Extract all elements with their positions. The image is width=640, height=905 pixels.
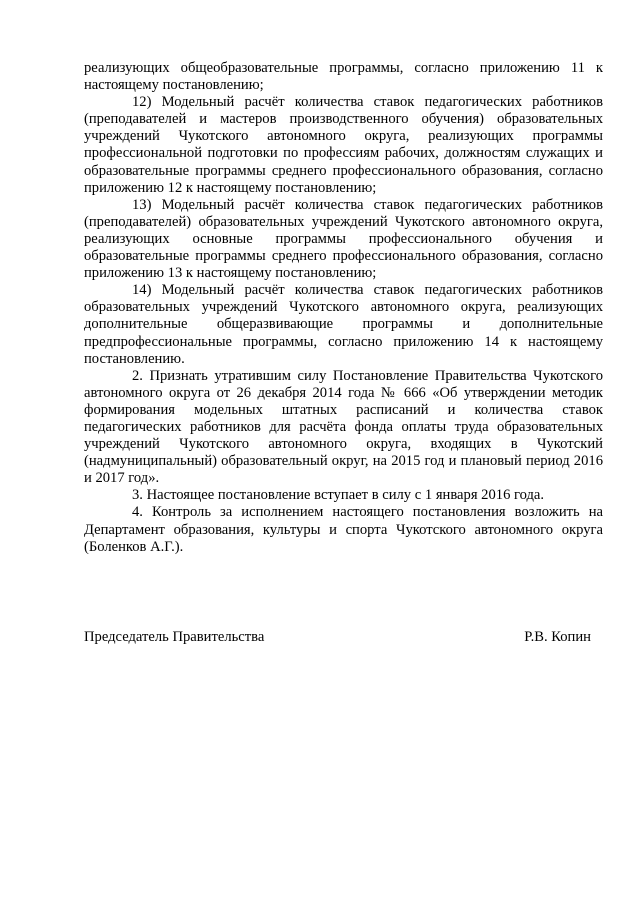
signature-block	[84, 629, 591, 646]
paragraph-item-14: 14) Модельный расчёт количества ставок педагогических работников образовательных учреждений Чукотского автономного округа, реализующих дополнительные общеразвивающие программы и дополнительные предпрофессиональные программы, согласно приложению 14 к настоящему постановлению.	[84, 282, 603, 367]
paragraph-clause-3: 3. Настоящее постановление вступает в силу с 1 января 2016 года.	[132, 487, 545, 504]
signature-name: Р.В. Копин	[524, 629, 591, 645]
document-body	[84, 60, 603, 556]
paragraph-item-13: 13) Модельный расчёт количества ставок педагогических работников (преподавателей) образовательных учреждений Чукотского автономного округа, реализующих основные программы профессионального обучения и образовательные программы среднего профессионального образования, согласно приложению 13 к настоящему постановлению;	[84, 196, 603, 282]
paragraph-item-12: 12) Модельный расчёт количества ставок педагогических работников (преподавателей и мастеров производственного обучения) образовательных учреждений Чукотского автономного округа, реализующих программы профессиональной подготовки по профессиям рабочих, должностям служащих и образовательные программы среднего профессионального образования, согласно приложению 12 к настоящему постановлению;	[84, 94, 603, 196]
paragraph-clause-4: 4. Контроль за исполнением настоящего постановления возложить на Департамент образования, культуры и спорта Чукотского автономного округа (Боленков А.Г.).	[84, 504, 603, 555]
paragraph-clause-2: 2. Признать утратившим силу Постановление Правительства Чукотского автономного округа от 26 декабря 2014 года № 666 «Об утверждении методик формирования модельных штатных расписаний и количества ставок педагогических работников для расчёта фонда оплаты труда образовательных учреждений Чукотского автономного округа, входящих в Чукотский (надмуниципальный) образовательный округ, на 2015 год и плановый период 2016 и 2017 год».	[84, 367, 603, 487]
paragraph-continuation: реализующих общеобразовательные программы, согласно приложению 11 к настоящему постановлению;	[84, 60, 603, 94]
signature-position: Председатель Правительства	[84, 629, 265, 645]
